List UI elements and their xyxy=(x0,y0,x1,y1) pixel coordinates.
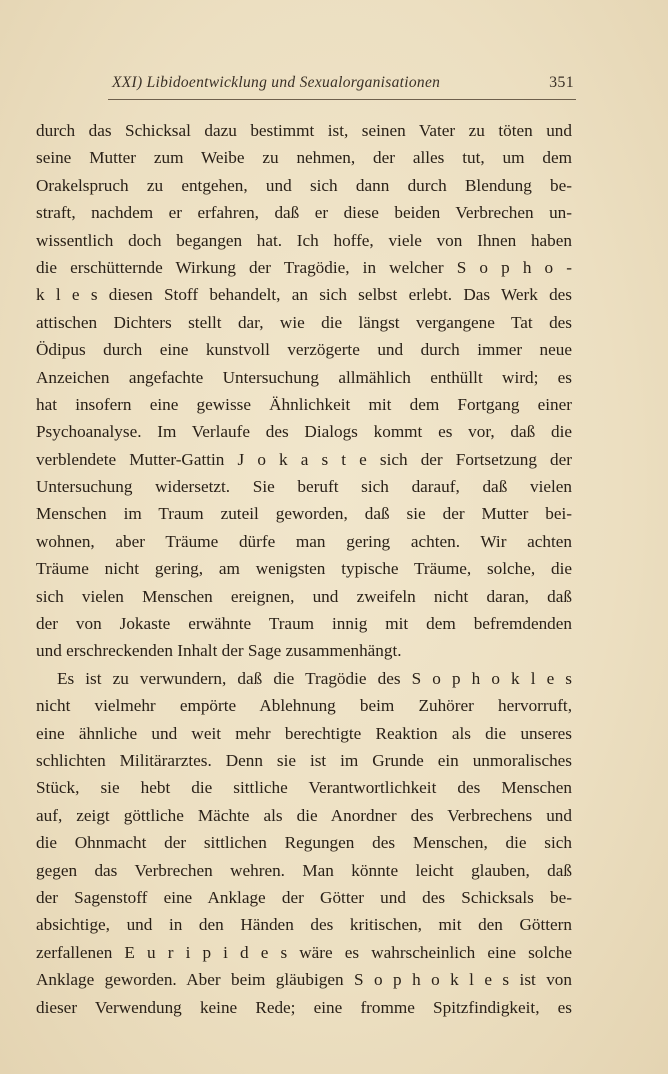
text-line: hat insofern eine gewisse Ähnlichkeit mit dem Fortgang einer xyxy=(36,394,572,414)
text-line: der von Jokaste erwähnte Traum innig mit dem befremdenden xyxy=(36,614,572,634)
text-line: straft, nachdem er erfahren, daß er diese beiden Verbrechen un- xyxy=(36,203,572,223)
text-line: sich vielen Menschen ereignen, und zweifeln nicht daran, daß xyxy=(36,586,572,606)
text-line: Untersuchung widersetzt. Sie beruft sich darauf, daß vielen xyxy=(36,477,572,497)
paragraph-first-line: Es ist zu verwundern, daß die Tragödie des S o p h o k l e s xyxy=(57,668,572,688)
text-line: wissentlich doch begangen hat. Ich hoffe, viele von Ihnen haben xyxy=(36,230,572,250)
text-line: schlichten Militärarztes. Denn sie ist im Grunde ein unmoralisches xyxy=(36,750,572,770)
text-line: Anklage geworden. Aber beim gläubigen S o p h o k l e s ist von xyxy=(36,970,572,990)
text-line: seine Mutter zum Weibe zu nehmen, der alles tut, um dem xyxy=(36,148,572,168)
text-line: attischen Dichters stellt dar, wie die längst vergangene Tat des xyxy=(36,312,572,332)
chapter-title: XXI) Libidoentwicklung und Sexualorganisationen xyxy=(112,74,441,91)
text-line: Menschen im Traum zuteil geworden, daß sie der Mutter bei- xyxy=(36,504,572,524)
page-number: 351 xyxy=(549,74,574,91)
text-line: verblendete Mutter-Gattin J o k a s t e sich der Fortsetzung der xyxy=(36,449,572,469)
text-line: gegen das Verbrechen wehren. Man könnte leicht glauben, daß xyxy=(36,860,572,880)
running-header xyxy=(112,74,574,98)
text-line: Ödipus durch eine kunstvoll verzögerte und durch immer neue xyxy=(36,340,572,360)
text-line: absichtige, und in den Händen des kritischen, mit den Göttern xyxy=(36,915,572,935)
text-line: die erschütternde Wirkung der Tragödie, in welcher S o p h o - xyxy=(36,257,572,277)
text-line: Stück, sie hebt die sittliche Verantwortlichkeit des Menschen xyxy=(36,778,572,798)
text-line: der Sagenstoff eine Anklage der Götter und des Schicksals be- xyxy=(36,887,572,907)
text-line: eine ähnliche und weit mehr berechtigte Reaktion als die unseres xyxy=(36,723,572,743)
text-line: k l e s diesen Stoff behandelt, an sich selbst erlebt. Das Werk des xyxy=(36,285,572,305)
text-line: wohnen, aber Träume dürfe man gering achten. Wir achten xyxy=(36,531,572,551)
text-line: dieser Verwendung keine Rede; eine fromme Spitzfindigkeit, es xyxy=(36,997,572,1017)
text-line: auf, zeigt göttliche Mächte als die Anordner des Verbrechens und xyxy=(36,805,572,825)
text-line: Anzeichen angefachte Untersuchung allmählich enthüllt wird; es xyxy=(36,367,572,387)
text-line: Träume nicht gering, am wenigsten typische Träume, solche, die xyxy=(36,559,572,579)
paragraph-end-line: und erschreckenden Inhalt der Sage zusammenhängt. xyxy=(36,641,402,661)
text-line: nicht vielmehr empörte Ablehnung beim Zuhörer hervorruft, xyxy=(36,696,572,716)
header-rule xyxy=(108,99,576,100)
text-line: zerfallenen E u r i p i d e s wäre es wahrscheinlich eine solche xyxy=(36,942,572,962)
body-text xyxy=(36,117,572,1021)
text-line: Psychoanalyse. Im Verlaufe des Dialogs kommt es vor, daß die xyxy=(36,422,572,442)
text-line: durch das Schicksal dazu bestimmt ist, seinen Vater zu töten und xyxy=(36,121,572,140)
text-line: die Ohnmacht der sittlichen Regungen des Menschen, die sich xyxy=(36,833,572,853)
text-line: Orakelspruch zu entgehen, und sich dann durch Blendung be- xyxy=(36,175,572,195)
